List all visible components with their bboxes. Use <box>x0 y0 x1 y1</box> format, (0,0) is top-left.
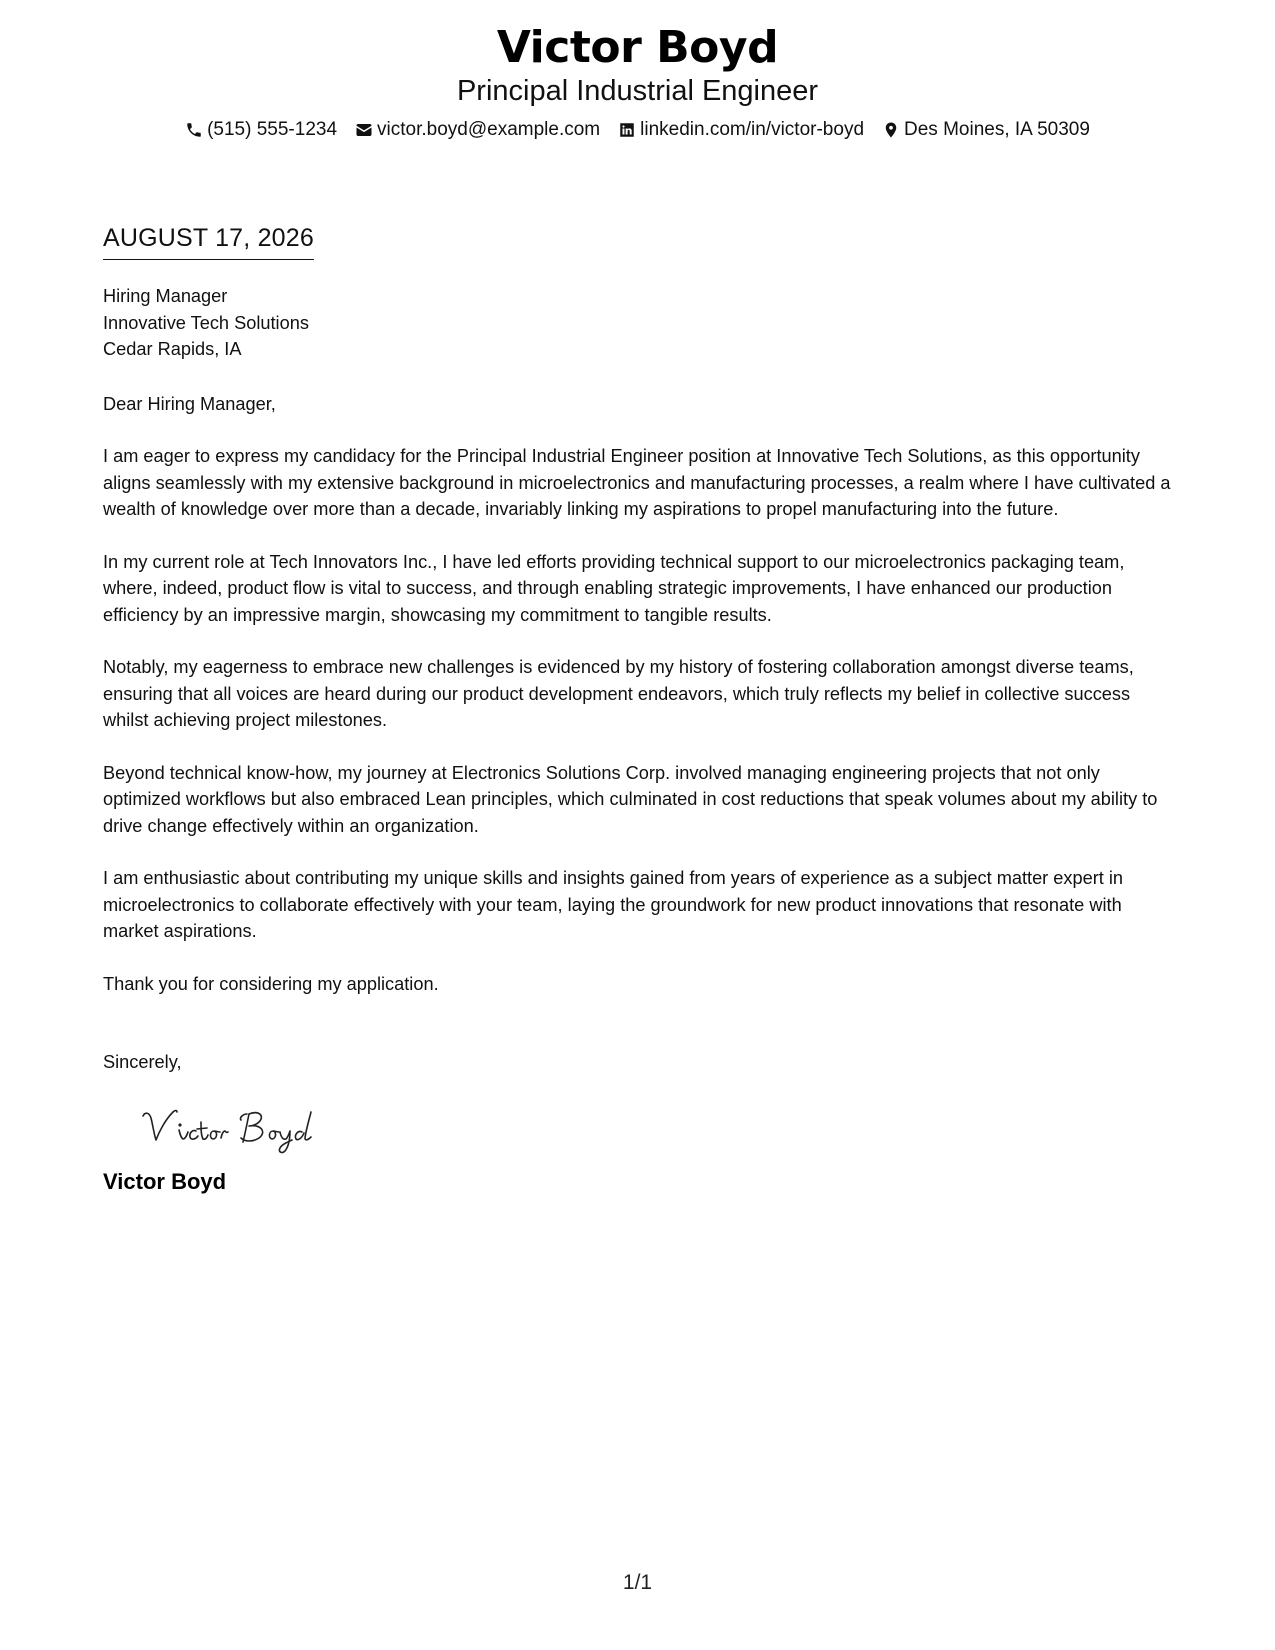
contact-email <box>355 118 600 142</box>
contact-linkedin-text: linkedin.com/in/victor-boyd <box>640 119 865 140</box>
contact-email-text: victor.boyd@example.com <box>377 119 601 140</box>
contact-phone <box>185 118 337 142</box>
body-paragraph: Thank you for considering my application. <box>103 973 439 994</box>
contact-bar <box>0 118 1275 142</box>
applicant-title: Principal Industrial Engineer <box>456 75 819 107</box>
contact-linkedin <box>618 118 864 142</box>
letter-date: AUGUST 17, 2026 <box>103 222 314 260</box>
recipient-company: Innovative Tech Solutions <box>103 312 309 333</box>
contact-location <box>882 118 1090 142</box>
contact-location-text: Des Moines, IA 50309 <box>904 119 1090 140</box>
recipient-location: Cedar Rapids, IA <box>103 339 242 359</box>
closing: Sincerely, <box>103 1052 182 1072</box>
applicant-name: Victor Boyd <box>496 22 779 73</box>
body-paragraph: In my current role at Tech Innovators Inc., I have led efforts providing technical support to our microelectronics packaging team, where, indeed, product flow is vital to success, and through enabling strategic improvements, I have enhanced our production efficiency by an impressive margin, showcasing my commitment to tangible results. <box>103 551 1125 625</box>
page-number: 1/1 <box>622 1571 653 1594</box>
contact-phone-text: (515) 555-1234 <box>207 119 338 140</box>
signed-name: Victor Boyd <box>103 1168 227 1194</box>
signature-image <box>139 1102 339 1154</box>
body-paragraph: I am enthusiastic about contributing my unique skills and insights gained from years of experience as a subject matter expert in microelectronics to collaborate effectively with your team, laying the groundwork for new product innovations that resonate with market aspirations. <box>103 868 1124 941</box>
recipient-name: Hiring Manager <box>103 286 228 306</box>
map-marker-icon <box>882 121 900 139</box>
body-paragraph: Beyond technical know-how, my journey at Electronics Solutions Corp. involved managing engineering projects that not only optimized workflows but also embraced Lean principles, which culminated in cost reductions that speak volumes about my ability to drive change effectively within an organization. <box>103 762 1158 836</box>
body-paragraph: I am eager to express my candidacy for the Principal Industrial Engineer position at Innovative Tech Solutions, as this opportunity aligns seamlessly with my extensive background in microelectronics and manufacturing processes, a realm where I have cultivated a wealth of knowledge over more than a decade, invariably linking my aspirations to propel manufacturing into the future. <box>103 446 1171 519</box>
linkedin-icon <box>618 121 636 139</box>
body-paragraph: Notably, my eagerness to embrace new challenges is evidenced by my history of fostering collaboration amongst diverse teams, ensuring that all voices are heard during our product development endeavors, which truly reflects my belief in collective success whilst achieving project milestones. <box>103 657 1134 730</box>
envelope-icon <box>355 121 373 139</box>
letter-header <box>0 22 1275 142</box>
letter-body <box>103 283 1178 1196</box>
phone-icon <box>185 121 203 139</box>
salutation: Dear Hiring Manager, <box>103 393 276 414</box>
recipient-block <box>103 283 1178 363</box>
